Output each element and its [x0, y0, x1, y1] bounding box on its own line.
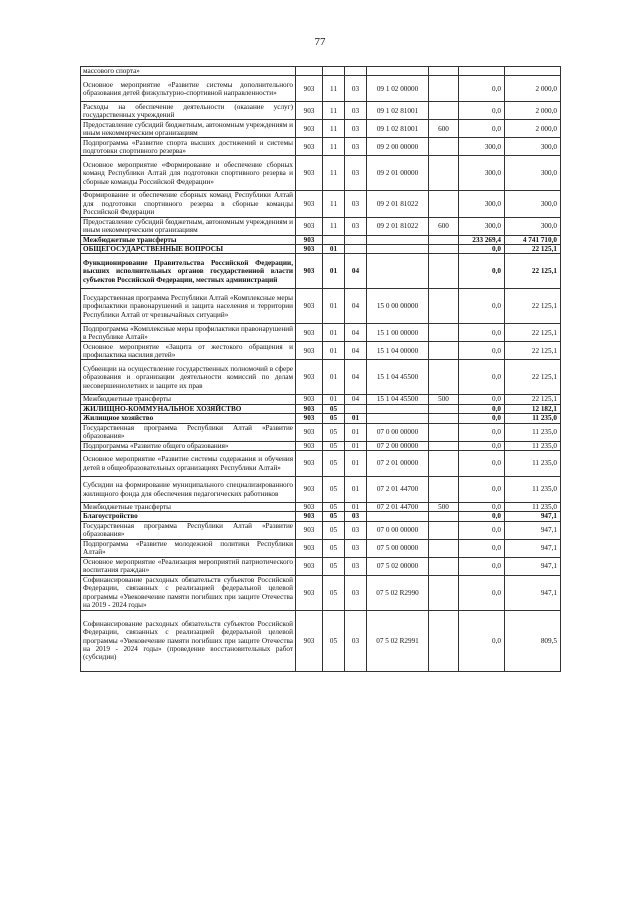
code-admin-cell: 903: [296, 575, 323, 610]
amount-1-cell: 0,0: [459, 575, 505, 610]
code-target-cell: 15 1 04 00000: [367, 342, 429, 360]
amount-1-cell: 0,0: [459, 289, 505, 324]
code-target-cell: 15 1 04 45500: [367, 360, 429, 395]
amount-1-cell: 300,0: [459, 217, 505, 235]
code-admin-cell: 903: [296, 102, 323, 120]
code-admin-cell: 903: [296, 217, 323, 235]
code-section-cell: 11: [323, 217, 345, 235]
code-section-cell: 11: [323, 138, 345, 156]
table-row: [81, 512, 561, 521]
code-section-cell: 05: [323, 414, 345, 423]
code-section-cell: 05: [323, 575, 345, 610]
code-section-cell: [323, 235, 345, 244]
code-section-cell: 11: [323, 156, 345, 191]
amount-1-cell: 0,0: [459, 512, 505, 521]
code-admin-cell: 903: [296, 512, 323, 521]
code-target-cell: 09 1 02 00000: [367, 76, 429, 102]
amount-2-cell: 4 741 710,0: [505, 235, 561, 244]
code-target-cell: 09 1 02 81001: [367, 102, 429, 120]
code-section-cell: 05: [323, 441, 345, 450]
row-name-cell: Предоставление субсидий бюджетным, автономным учреждениям и иным некоммерческим организациям: [81, 217, 296, 235]
table-body: [81, 67, 561, 672]
row-name-cell: Благоустройство: [81, 512, 296, 521]
row-name-cell: Основное мероприятие «Формирование и обеспечение сборных команд Республики Алтай для подготовки спортивного резерва и сборные команды Российской Федерации»: [81, 156, 296, 191]
amount-1-cell: 0,0: [459, 521, 505, 539]
code-subsection-cell: 03: [345, 217, 367, 235]
code-section-cell: 05: [323, 610, 345, 671]
code-admin-cell: 903: [296, 360, 323, 395]
code-admin-cell: 903: [296, 156, 323, 191]
code-target-cell: 07 5 02 00000: [367, 557, 429, 575]
code-expense-type-cell: [429, 289, 459, 324]
amount-1-cell: 0,0: [459, 395, 505, 404]
code-subsection-cell: 03: [345, 575, 367, 610]
code-admin-cell: 903: [296, 441, 323, 450]
amount-2-cell: 22 125,1: [505, 245, 561, 254]
code-expense-type-cell: [429, 254, 459, 289]
code-admin-cell: 903: [296, 423, 323, 441]
code-target-cell: [367, 404, 429, 413]
amount-2-cell: 300,0: [505, 156, 561, 191]
code-admin-cell: 903: [296, 521, 323, 539]
code-subsection-cell: 03: [345, 120, 367, 138]
code-subsection-cell: 03: [345, 521, 367, 539]
code-target-cell: 15 0 00 00000: [367, 289, 429, 324]
amount-1-cell: 0,0: [459, 254, 505, 289]
amount-2-cell: 947,1: [505, 575, 561, 610]
code-target-cell: 07 5 02 R2990: [367, 575, 429, 610]
row-name-cell: ЖИЛИЩНО-КОММУНАЛЬНОЕ ХОЗЯЙСТВО: [81, 404, 296, 413]
code-target-cell: 07 5 00 00000: [367, 539, 429, 557]
table-row: [81, 441, 561, 450]
code-section-cell: 05: [323, 423, 345, 441]
code-section-cell: 01: [323, 324, 345, 342]
amount-1-cell: 0,0: [459, 441, 505, 450]
amount-1-cell: 0,0: [459, 503, 505, 512]
code-subsection-cell: 03: [345, 610, 367, 671]
amount-1-cell: 0,0: [459, 360, 505, 395]
row-name-cell: Софинансирование расходных обязательств субъектов Российской Федерации, связанных с реализацией федеральной целевой программы «Увековечение памяти погибших при защите Отечества на 2019 - 2024 годы»: [81, 575, 296, 610]
code-expense-type-cell: [429, 324, 459, 342]
code-subsection-cell: 04: [345, 254, 367, 289]
code-subsection-cell: 03: [345, 557, 367, 575]
code-admin-cell: 903: [296, 557, 323, 575]
code-expense-type-cell: [429, 610, 459, 671]
row-name-cell: Субсидии на формирование муниципального специализированного жилищного фонда для обеспечения педагогических работников: [81, 477, 296, 503]
code-target-cell: 15 1 00 00000: [367, 324, 429, 342]
amount-1-cell: 0,0: [459, 76, 505, 102]
table-row: [81, 521, 561, 539]
table-row: [81, 191, 561, 217]
table-row: [81, 342, 561, 360]
code-admin-cell: 903: [296, 451, 323, 477]
code-admin-cell: 903: [296, 414, 323, 423]
code-admin-cell: 903: [296, 245, 323, 254]
code-admin-cell: 903: [296, 76, 323, 102]
code-target-cell: 07 0 00 00000: [367, 423, 429, 441]
code-expense-type-cell: [429, 441, 459, 450]
code-admin-cell: 903: [296, 342, 323, 360]
code-expense-type-cell: [429, 102, 459, 120]
table-row: [81, 217, 561, 235]
amount-1-cell: 233 269,4: [459, 235, 505, 244]
code-subsection-cell: 01: [345, 477, 367, 503]
amount-2-cell: 11 235,0: [505, 441, 561, 450]
code-section-cell: 11: [323, 120, 345, 138]
code-section-cell: 01: [323, 289, 345, 324]
table-row: [81, 102, 561, 120]
code-admin-cell: 903: [296, 539, 323, 557]
table-row: [81, 67, 561, 76]
row-name-cell: Основное мероприятие «Реализация мероприятий патриотического воспитания граждан»: [81, 557, 296, 575]
code-expense-type-cell: [429, 423, 459, 441]
table-row: [81, 235, 561, 244]
amount-2-cell: 11 235,0: [505, 477, 561, 503]
amount-2-cell: 22 125,1: [505, 324, 561, 342]
row-name-cell: Основное мероприятие «Защита от жестокого обращения и профилактика насилия детей»: [81, 342, 296, 360]
code-expense-type-cell: [429, 404, 459, 413]
row-name-cell: Межбюджетные трансферты: [81, 235, 296, 244]
row-name-cell: Функционирование Правительства Российской Федерации, высших исполнительных органов государственной власти субъектов Российской Федерации, местных администраций: [81, 254, 296, 289]
amount-2-cell: 947,1: [505, 512, 561, 521]
code-admin-cell: 903: [296, 138, 323, 156]
row-name-cell: Подпрограмма «Развитие молодежной политики Республики Алтай»: [81, 539, 296, 557]
code-expense-type-cell: [429, 575, 459, 610]
code-expense-type-cell: [429, 156, 459, 191]
code-section-cell: 01: [323, 395, 345, 404]
code-section-cell: 01: [323, 254, 345, 289]
code-admin-cell: 903: [296, 610, 323, 671]
amount-1-cell: 300,0: [459, 156, 505, 191]
code-expense-type-cell: [429, 451, 459, 477]
code-target-cell: 09 2 01 00000: [367, 156, 429, 191]
amount-2-cell: 2 000,0: [505, 102, 561, 120]
row-name-cell: Основное мероприятие «Развитие системы дополнительного образования детей физкультурно-спортивной направленности»: [81, 76, 296, 102]
row-name-cell: Государственная программа Республики Алтай «Комплексные меры профилактики правонарушений и защита населения и территории Республики Алтай от чрезвычайных ситуаций»: [81, 289, 296, 324]
row-name-cell: Жилищное хозяйство: [81, 414, 296, 423]
table-row: [81, 254, 561, 289]
code-section-cell: 05: [323, 521, 345, 539]
row-name-cell: массового спорта»: [81, 67, 296, 76]
code-subsection-cell: 01: [345, 503, 367, 512]
code-expense-type-cell: 500: [429, 503, 459, 512]
amount-2-cell: 947,1: [505, 557, 561, 575]
code-section-cell: 11: [323, 76, 345, 102]
code-subsection-cell: 03: [345, 512, 367, 521]
code-subsection-cell: 04: [345, 324, 367, 342]
table-row: [81, 414, 561, 423]
row-name-cell: Межбюджетные трансферты: [81, 395, 296, 404]
code-section-cell: 01: [323, 245, 345, 254]
code-target-cell: 09 1 02 81001: [367, 120, 429, 138]
code-subsection-cell: [345, 67, 367, 76]
code-subsection-cell: [345, 245, 367, 254]
table-row: [81, 120, 561, 138]
row-name-cell: ОБЩЕГОСУДАРСТВЕННЫЕ ВОПРОСЫ: [81, 245, 296, 254]
amount-2-cell: 947,1: [505, 521, 561, 539]
row-name-cell: Государственная программа Республики Алтай «Развитие образования»: [81, 423, 296, 441]
amount-2-cell: 22 125,1: [505, 395, 561, 404]
amount-1-cell: 300,0: [459, 138, 505, 156]
code-expense-type-cell: [429, 235, 459, 244]
amount-1-cell: 0,0: [459, 477, 505, 503]
code-subsection-cell: 04: [345, 289, 367, 324]
amount-1-cell: 300,0: [459, 191, 505, 217]
row-name-cell: Субвенции на осуществление государственных полномочий в сфере образования и организации деятельности комиссий по делам несовершеннолетних и защите их прав: [81, 360, 296, 395]
code-admin-cell: 903: [296, 254, 323, 289]
code-admin-cell: [296, 67, 323, 76]
code-target-cell: [367, 414, 429, 423]
amount-2-cell: [505, 67, 561, 76]
code-section-cell: 05: [323, 539, 345, 557]
amount-2-cell: 22 125,1: [505, 360, 561, 395]
table-row: [81, 539, 561, 557]
amount-1-cell: 0,0: [459, 414, 505, 423]
code-expense-type-cell: [429, 76, 459, 102]
amount-2-cell: 22 125,1: [505, 254, 561, 289]
amount-1-cell: 0,0: [459, 539, 505, 557]
code-subsection-cell: 01: [345, 423, 367, 441]
code-subsection-cell: 03: [345, 191, 367, 217]
table-row: [81, 395, 561, 404]
code-target-cell: 07 2 01 44700: [367, 477, 429, 503]
row-name-cell: Софинансирование расходных обязательств субъектов Российской Федерации, связанных с реализацией федеральной целевой программы «Увековечение памяти погибших при защите Отечества на 2019 - 2024 годы» (проведение восстановительных работ (субсидии): [81, 610, 296, 671]
code-subsection-cell: 04: [345, 395, 367, 404]
code-expense-type-cell: [429, 521, 459, 539]
code-subsection-cell: [345, 235, 367, 244]
code-expense-type-cell: [429, 342, 459, 360]
table-row: [81, 423, 561, 441]
amount-2-cell: 809,5: [505, 610, 561, 671]
code-section-cell: [323, 67, 345, 76]
code-subsection-cell: 03: [345, 102, 367, 120]
code-admin-cell: 903: [296, 395, 323, 404]
code-admin-cell: 903: [296, 120, 323, 138]
code-expense-type-cell: 500: [429, 395, 459, 404]
amount-1-cell: 0,0: [459, 102, 505, 120]
table-row: [81, 503, 561, 512]
row-name-cell: Межбюджетные трансферты: [81, 503, 296, 512]
code-target-cell: 07 2 01 44700: [367, 503, 429, 512]
code-section-cell: 01: [323, 360, 345, 395]
code-expense-type-cell: 600: [429, 120, 459, 138]
amount-2-cell: 947,1: [505, 539, 561, 557]
amount-1-cell: 0,0: [459, 557, 505, 575]
code-admin-cell: 903: [296, 503, 323, 512]
amount-1-cell: 0,0: [459, 610, 505, 671]
code-expense-type-cell: [429, 414, 459, 423]
table-row: [81, 324, 561, 342]
amount-2-cell: 300,0: [505, 138, 561, 156]
code-target-cell: 15 1 04 45500: [367, 395, 429, 404]
code-admin-cell: 903: [296, 404, 323, 413]
code-expense-type-cell: [429, 245, 459, 254]
amount-2-cell: 22 125,1: [505, 342, 561, 360]
table-row: [81, 404, 561, 413]
code-target-cell: 07 5 02 R2991: [367, 610, 429, 671]
row-name-cell: Подпрограмма «Развитие спорта высших достижений и системы подготовки спортивного резерва»: [81, 138, 296, 156]
code-expense-type-cell: [429, 191, 459, 217]
table-row: [81, 610, 561, 671]
code-subsection-cell: 03: [345, 138, 367, 156]
code-target-cell: [367, 67, 429, 76]
amount-2-cell: 300,0: [505, 191, 561, 217]
code-subsection-cell: 03: [345, 76, 367, 102]
code-section-cell: 05: [323, 451, 345, 477]
table-row: [81, 575, 561, 610]
code-admin-cell: 903: [296, 289, 323, 324]
code-subsection-cell: [345, 404, 367, 413]
code-section-cell: 11: [323, 191, 345, 217]
amount-2-cell: 2 000,0: [505, 120, 561, 138]
amount-2-cell: 12 182,1: [505, 404, 561, 413]
table-row: [81, 477, 561, 503]
code-admin-cell: 903: [296, 235, 323, 244]
table-row: [81, 557, 561, 575]
code-section-cell: 05: [323, 503, 345, 512]
code-subsection-cell: 01: [345, 441, 367, 450]
code-target-cell: 07 0 00 00000: [367, 521, 429, 539]
code-target-cell: [367, 235, 429, 244]
code-subsection-cell: 04: [345, 360, 367, 395]
amount-2-cell: 300,0: [505, 217, 561, 235]
amount-2-cell: 22 125,1: [505, 289, 561, 324]
code-section-cell: 05: [323, 512, 345, 521]
row-name-cell: Подпрограмма «Развитие общего образования»: [81, 441, 296, 450]
code-target-cell: [367, 245, 429, 254]
code-section-cell: 01: [323, 342, 345, 360]
code-subsection-cell: 01: [345, 414, 367, 423]
amount-2-cell: 11 235,0: [505, 451, 561, 477]
row-name-cell: Подпрограмма «Комплексные меры профилактики правонарушений в Республике Алтай»: [81, 324, 296, 342]
amount-1-cell: 0,0: [459, 404, 505, 413]
code-expense-type-cell: 600: [429, 217, 459, 235]
amount-1-cell: 0,0: [459, 324, 505, 342]
code-target-cell: 09 2 00 00000: [367, 138, 429, 156]
table-row: [81, 451, 561, 477]
code-expense-type-cell: [429, 477, 459, 503]
amount-1-cell: 0,0: [459, 423, 505, 441]
code-section-cell: 05: [323, 557, 345, 575]
code-expense-type-cell: [429, 138, 459, 156]
amount-1-cell: 0,0: [459, 342, 505, 360]
row-name-cell: Основное мероприятие «Развитие системы содержания и обучения детей в общеобразовательных организациях Республики Алтай»: [81, 451, 296, 477]
code-expense-type-cell: [429, 360, 459, 395]
code-subsection-cell: 01: [345, 451, 367, 477]
code-admin-cell: 903: [296, 191, 323, 217]
table-row: [81, 156, 561, 191]
code-expense-type-cell: [429, 557, 459, 575]
amount-1-cell: 0,0: [459, 120, 505, 138]
table-row: [81, 76, 561, 102]
code-section-cell: 05: [323, 404, 345, 413]
amount-1-cell: 0,0: [459, 451, 505, 477]
amount-2-cell: 11 235,0: [505, 503, 561, 512]
amount-2-cell: 2 000,0: [505, 76, 561, 102]
code-section-cell: 11: [323, 102, 345, 120]
code-expense-type-cell: [429, 512, 459, 521]
amount-1-cell: 0,0: [459, 245, 505, 254]
code-expense-type-cell: [429, 67, 459, 76]
code-expense-type-cell: [429, 539, 459, 557]
code-target-cell: [367, 512, 429, 521]
table-row: [81, 138, 561, 156]
table-row: [81, 360, 561, 395]
row-name-cell: Расходы на обеспечение деятельности (оказание услуг) государственных учреждений: [81, 102, 296, 120]
code-subsection-cell: 03: [345, 156, 367, 191]
row-name-cell: Государственная программа Республики Алтай «Развитие образования»: [81, 521, 296, 539]
row-name-cell: Формирование и обеспечение сборных команд Республики Алтай для подготовки спортивного резерва в сборные команды Российской Федерации: [81, 191, 296, 217]
code-target-cell: 07 2 00 00000: [367, 441, 429, 450]
budget-table: [80, 66, 561, 672]
page-number: 77: [314, 36, 326, 48]
code-admin-cell: 903: [296, 324, 323, 342]
code-subsection-cell: 04: [345, 342, 367, 360]
code-target-cell: [367, 254, 429, 289]
code-target-cell: 09 2 01 81022: [367, 191, 429, 217]
amount-2-cell: 11 235,0: [505, 414, 561, 423]
code-section-cell: 05: [323, 477, 345, 503]
row-name-cell: Предоставление субсидий бюджетным, автономным учреждениям и иным некоммерческим организациям: [81, 120, 296, 138]
amount-1-cell: [459, 67, 505, 76]
code-target-cell: 09 2 01 81022: [367, 217, 429, 235]
table-row: [81, 245, 561, 254]
code-subsection-cell: 03: [345, 539, 367, 557]
code-admin-cell: 903: [296, 477, 323, 503]
amount-2-cell: 11 235,0: [505, 423, 561, 441]
table-row: [81, 289, 561, 324]
code-target-cell: 07 2 01 00000: [367, 451, 429, 477]
